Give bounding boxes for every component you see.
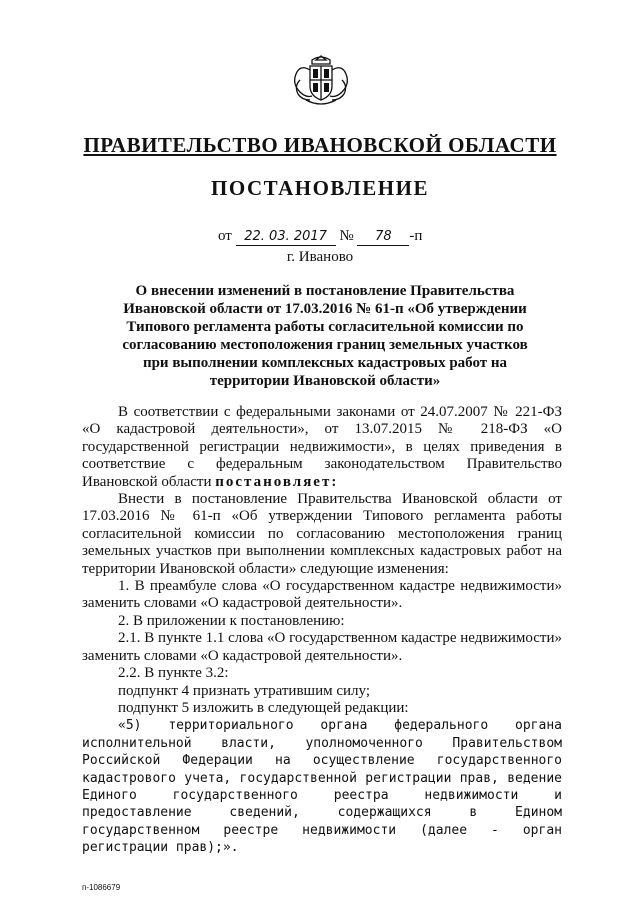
subitem-5: подпункт 5 изложить в следующей редакции: xyxy=(118,699,409,716)
item-2: 2. В приложении к постановлению: xyxy=(118,612,345,629)
date-prefix: от xyxy=(218,228,232,244)
decree-body xyxy=(82,404,562,857)
decree-subject: О внесении изменений в постановление Правительства Ивановской области от 17.03.2016 № 61-п «Об утверждении Типового регламента работы согласительной комиссии по согласованию местоположения границ земельных участков при выполнении комплексных кадастровых работ на территории Ивановской области» xyxy=(122,283,528,389)
government-title: ПРАВИТЕЛЬСТВО ИВАНОВСКОЙ ОБЛАСТИ xyxy=(83,133,557,157)
intro-paragraph: Внести в постановление Правительства Ивановской области от 17.03.2016 № 61-п «Об утверждении Типового регламента работы согласительной комиссии по согласованию местоположения границ земельных участков при выполнении комплексных кадастровых работ на территории Ивановской области» следующие изменения: xyxy=(82,491,562,577)
decree-title: ПОСТАНОВЛЕНИЕ xyxy=(211,176,429,200)
date-handwritten: 22. 03. 2017 xyxy=(236,229,336,246)
item-1: 1. В преамбуле слова «О государственном кадастре недвижимости» заменить словами «О кадастровой деятельности». xyxy=(82,578,562,612)
item-2-1: 2.1. В пункте 1.1 слова «О государственном кадастре недвижимости» заменить словами «О кадастровой деятельности». xyxy=(82,630,563,664)
number-suffix: -п xyxy=(409,228,423,244)
document-code: п-1086679 xyxy=(82,883,121,892)
number-sign: № xyxy=(339,228,354,244)
coat-of-arms-icon xyxy=(290,50,352,108)
quoted-subitem-5: «5) территориального органа федерального органа исполнительной власти, уполномоченного Правительством Российской Федерации на осуществление государственного кадастрового учета, государственной регистрации прав, ведение Единого государственного реестра недвижимости и предоставление сведений, содержащихся в Едином государственном реестре недвижимости (далее - орган регистрации прав);». xyxy=(82,718,562,856)
resolves-word: постановляет: xyxy=(215,473,339,490)
number-handwritten: 78 xyxy=(357,229,409,246)
preamble-text: В соответствии с федеральными законами от 24.07.2007 № 221-ФЗ «О кадастровой деятельности», от 13.07.2015 № 218-ФЗ «О государственной регистрации недвижимости», в целях приведения в соответствие с федеральным законодательством Правительство Ивановской области xyxy=(82,404,562,490)
city: г. Иваново xyxy=(286,249,354,265)
preamble-paragraph xyxy=(82,404,562,491)
item-2-2: 2.2. В пункте 3.2: xyxy=(118,665,229,682)
date-number-line xyxy=(218,228,422,246)
subitem-4: подпункт 4 признать утратившим силу; xyxy=(118,682,370,699)
